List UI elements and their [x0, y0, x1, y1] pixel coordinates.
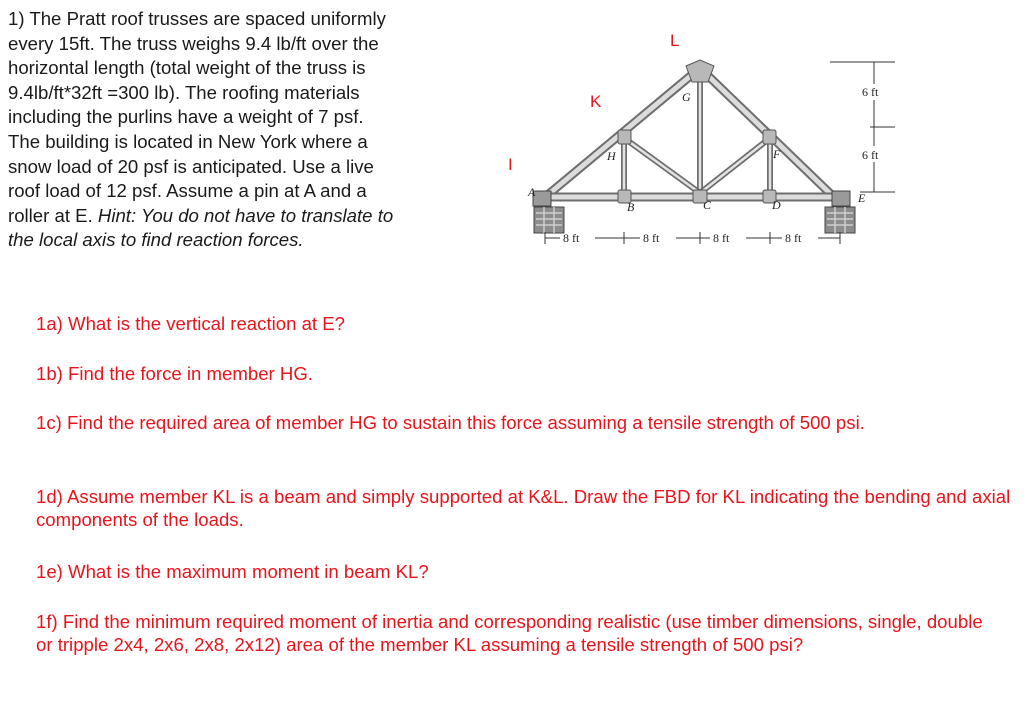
node-label-f: F	[773, 147, 781, 161]
question-1d: 1d) Assume member KL is a beam and simply supported at K&L. Draw the FBD for KL indicating the bending and axial components of the loads.	[36, 486, 1011, 530]
dim-label: 8 ft	[785, 231, 802, 245]
node-label-c: C	[703, 198, 712, 212]
node-label-b: B	[627, 200, 635, 214]
truss-diagram	[500, 0, 900, 270]
hint-text-cont: the local axis to find reaction forces.	[8, 229, 304, 251]
truss-members	[538, 68, 845, 203]
question-1c: 1c) Find the required area of member HG to sustain this force assuming a tensile strength of 500 psi.	[36, 412, 865, 433]
question-1a: 1a) What is the vertical reaction at E?	[36, 313, 346, 334]
problem-statement	[8, 7, 478, 253]
dim-label: 8 ft	[713, 231, 730, 245]
node-label-d: D	[772, 198, 781, 212]
dim-label: 6 ft	[862, 148, 879, 162]
problem-line: roof load of 12 psf. Assume a pin at A and a	[8, 180, 367, 202]
problem-line: horizontal length (total weight of the truss is	[8, 57, 366, 79]
question-1b: 1b) Find the force in member HG.	[36, 363, 313, 384]
node-label-h: H	[607, 149, 616, 163]
problem-line: 9.4lb/ft*32ft =300 lb). The roofing materials	[8, 81, 360, 103]
dim-label: 6 ft	[862, 85, 879, 99]
question-1f: 1f) Find the minimum required moment of inertia and corresponding realistic (use timber dimensions, single, double or tripple 2x4, 2x6, 2x8, 2x12) area of the member KL assuming a tensile strength of 500 psi?	[36, 611, 983, 655]
height-dimensions	[830, 62, 895, 192]
node-label-g: G	[682, 90, 691, 104]
node-label-e: E	[858, 191, 866, 205]
dim-label: 8 ft	[643, 231, 660, 245]
dim-label: 8 ft	[563, 231, 580, 245]
member-label-i: I	[508, 155, 513, 174]
problem-line: every 15ft. The truss weighs 9.4 lb/ft over the	[8, 32, 379, 54]
height-dimension-labels	[862, 85, 879, 162]
problem-line: The building is located in New York where a	[8, 130, 368, 152]
problem-line: including the purlins have a weight of 7 psf.	[8, 106, 364, 128]
problem-line-with-hint	[8, 204, 478, 229]
hint-text: Hint: You do not have to translate to	[97, 204, 394, 226]
problem-line: roller at E.	[8, 204, 93, 226]
question-1e: 1e) What is the maximum moment in beam KL?	[36, 561, 429, 582]
node-label-a: A	[528, 185, 536, 199]
member-label-k: K	[590, 92, 602, 111]
problem-line: 1) The Pratt roof trusses are spaced uniformly	[8, 8, 386, 29]
problem-line: snow load of 20 psf is anticipated. Use a live	[8, 155, 374, 177]
member-label-l: L	[670, 31, 680, 50]
